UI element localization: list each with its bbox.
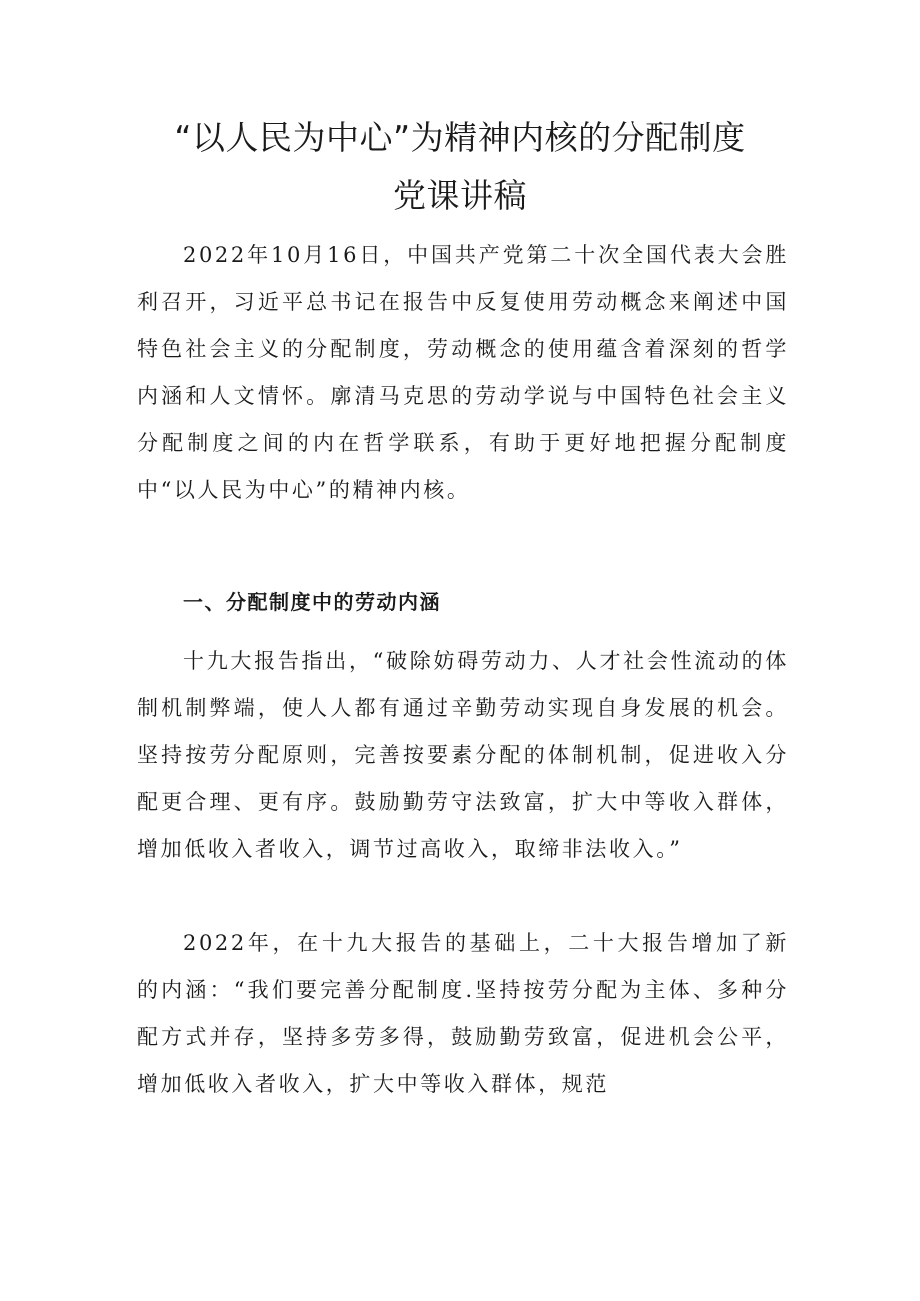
section-heading-1: 一、分配制度中的劳动内涵 (183, 590, 441, 614)
paragraph-20th-report: 2022年，在十九大报告的基础上，二十大报告增加了新的内涵：“我们要完善分配制度.坚持按劳分配为主体、多种分配方式并存，坚持多劳多得，鼓励勤劳致富，促进机会公平，增加低收入者收入，扩大中等收入群体，规范 (137, 931, 789, 1096)
document-title-line-2: 党课讲稿 (393, 176, 527, 215)
paragraph-19th-report: 十九大报告指出，“破除妨碍劳动力、人才社会性流动的体制机制弊端，使人人都有通过辛勤劳动实现自身发展的机会。坚持按劳分配原则，完善按要素分配的体制机制，促进收入分配更合理、更有序。鼓励勤劳守法致富，扩大中等收入群体，增加低收入者收入，调节过高收入，取缔非法收入。” (137, 649, 789, 861)
paragraph-intro: 2022年10月16日，中国共产党第二十次全国代表大会胜利召开，习近平总书记在报告中反复使用劳动概念来阐述中国特色社会主义的分配制度，劳动概念的使用蕴含着深刻的哲学内涵和人文情怀。廓清马克思的劳动学说与中国特色社会主义分配制度之间的内在哲学联系，有助于更好地把握分配制度中“以人民为中心”的精神内核。 (137, 243, 789, 502)
document-title-line-1: “以人民为中心”为精神内核的分配制度 (174, 118, 746, 157)
